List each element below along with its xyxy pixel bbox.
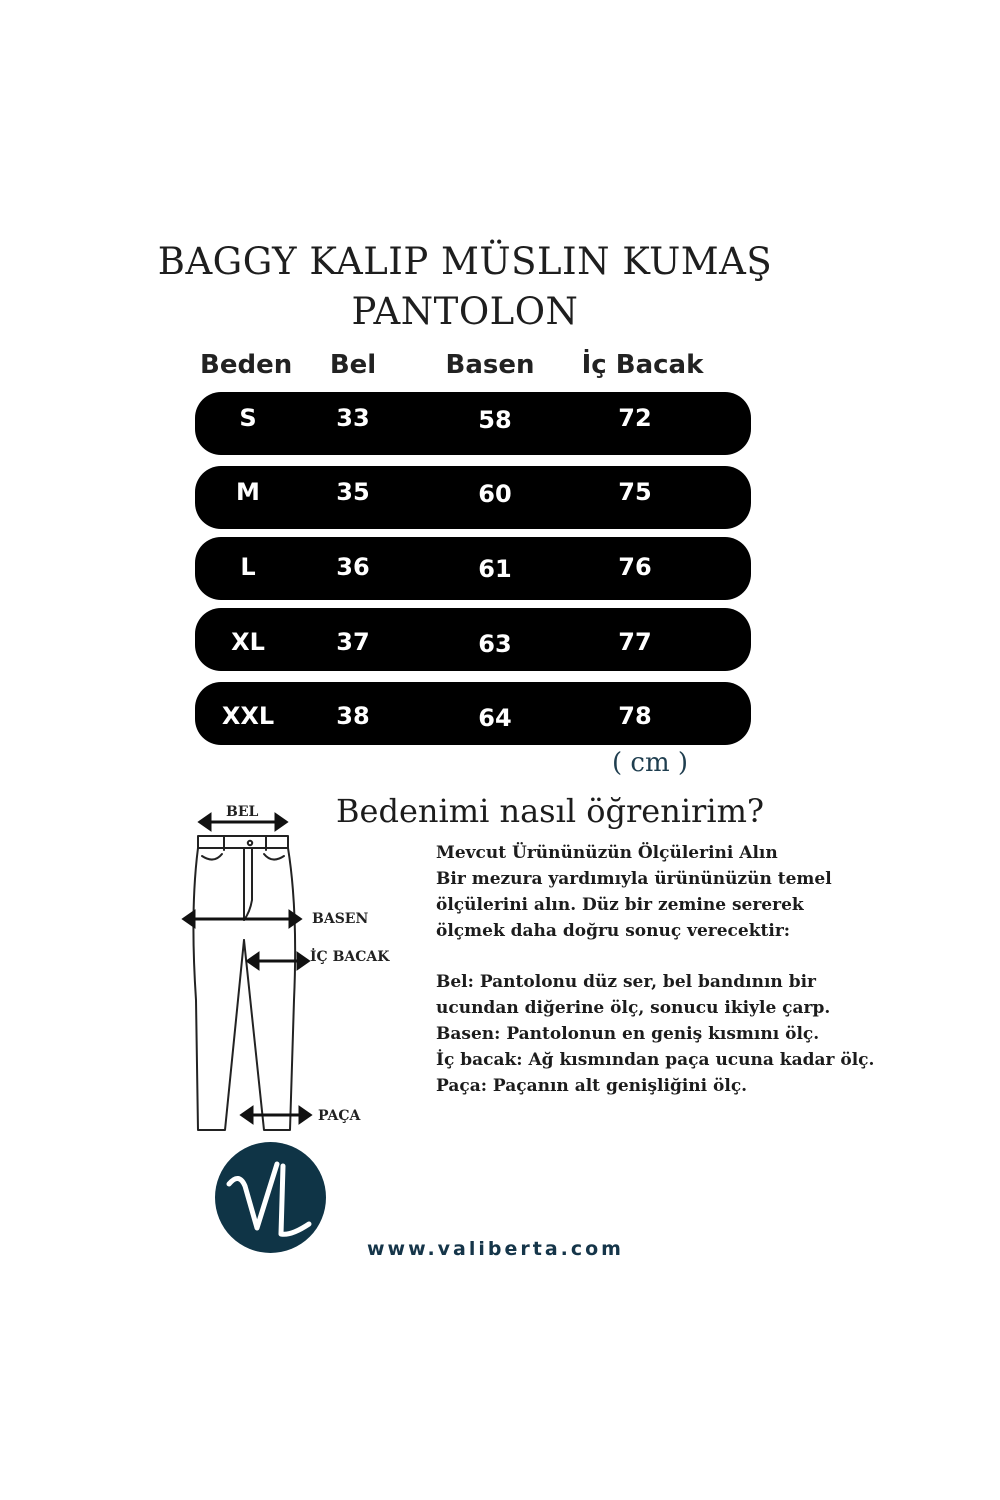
unit-label: ( cm ) — [612, 748, 689, 778]
bel-cell: 36 — [336, 553, 370, 581]
size-cell: M — [236, 478, 260, 506]
diagram-label-bel: BEL — [226, 804, 259, 820]
guide-line: Mevcut Ürününüzün Ölçülerini Alın — [436, 843, 778, 863]
basen-cell: 58 — [478, 406, 512, 434]
guide-line: Bel: Pantolonu düz ser, bel bandının bir — [436, 972, 817, 992]
ic-bacak-cell: 75 — [618, 478, 652, 506]
page-title-line-2: PANTOLON — [351, 290, 579, 333]
size-row-xxl — [195, 682, 751, 745]
trousers-diagram — [180, 800, 320, 1140]
header-basen: Basen — [445, 350, 535, 380]
basen-cell: 61 — [478, 555, 512, 583]
guide-title: Bedenimi nasıl öğrenirim? — [336, 792, 765, 830]
guide-line: ölçülerini alın. Düz bir zemine sererek — [436, 895, 804, 915]
header-ic-bacak: İç Bacak — [581, 350, 704, 380]
size-row-m — [195, 466, 751, 529]
size-cell: L — [240, 553, 256, 581]
basen-cell: 63 — [478, 630, 512, 658]
header-beden: Beden — [200, 350, 293, 380]
size-cell: S — [239, 404, 257, 432]
guide-line: Paça: Paçanın alt genişliğini ölç. — [436, 1076, 748, 1096]
bel-cell: 33 — [336, 404, 370, 432]
diagram-label-paca: PAÇA — [318, 1108, 361, 1124]
diagram-label-ic-bacak: İÇ BACAK — [310, 949, 390, 965]
website-link[interactable]: www.valiberta.com — [367, 1238, 624, 1260]
basen-cell: 64 — [478, 704, 512, 732]
ic-bacak-cell: 77 — [618, 628, 652, 656]
bel-cell: 35 — [336, 478, 370, 506]
guide-line: İç bacak: Ağ kısmından paça ucuna kadar ölç. — [436, 1050, 875, 1070]
size-row-s — [195, 392, 751, 455]
header-bel: Bel — [329, 350, 377, 380]
guide-line: ölçmek daha doğru sonuç verecektir: — [436, 921, 791, 941]
size-row-xl — [195, 608, 751, 671]
guide-line: ucundan diğerine ölç, sonucu ikiyle çarp. — [436, 998, 831, 1018]
basen-cell: 60 — [478, 480, 512, 508]
size-cell: XXL — [221, 702, 275, 730]
vl-logo-icon — [215, 1142, 326, 1253]
size-cell: XL — [231, 628, 265, 656]
page-title-line-1: BAGGY KALIP MÜSLIN KUMAŞ — [157, 240, 773, 283]
guide-line: Basen: Pantolonun en geniş kısmını ölç. — [436, 1024, 820, 1044]
ic-bacak-cell: 78 — [618, 702, 652, 730]
size-row-l — [195, 537, 751, 600]
ic-bacak-cell: 76 — [618, 553, 652, 581]
bel-cell: 38 — [336, 702, 370, 730]
ic-bacak-cell: 72 — [618, 404, 652, 432]
vl-monogram-icon — [215, 1142, 326, 1253]
diagram-label-basen: BASEN — [312, 911, 369, 927]
guide-line: Bir mezura yardımıyla ürününüzün temel — [436, 869, 832, 889]
bel-cell: 37 — [336, 628, 370, 656]
